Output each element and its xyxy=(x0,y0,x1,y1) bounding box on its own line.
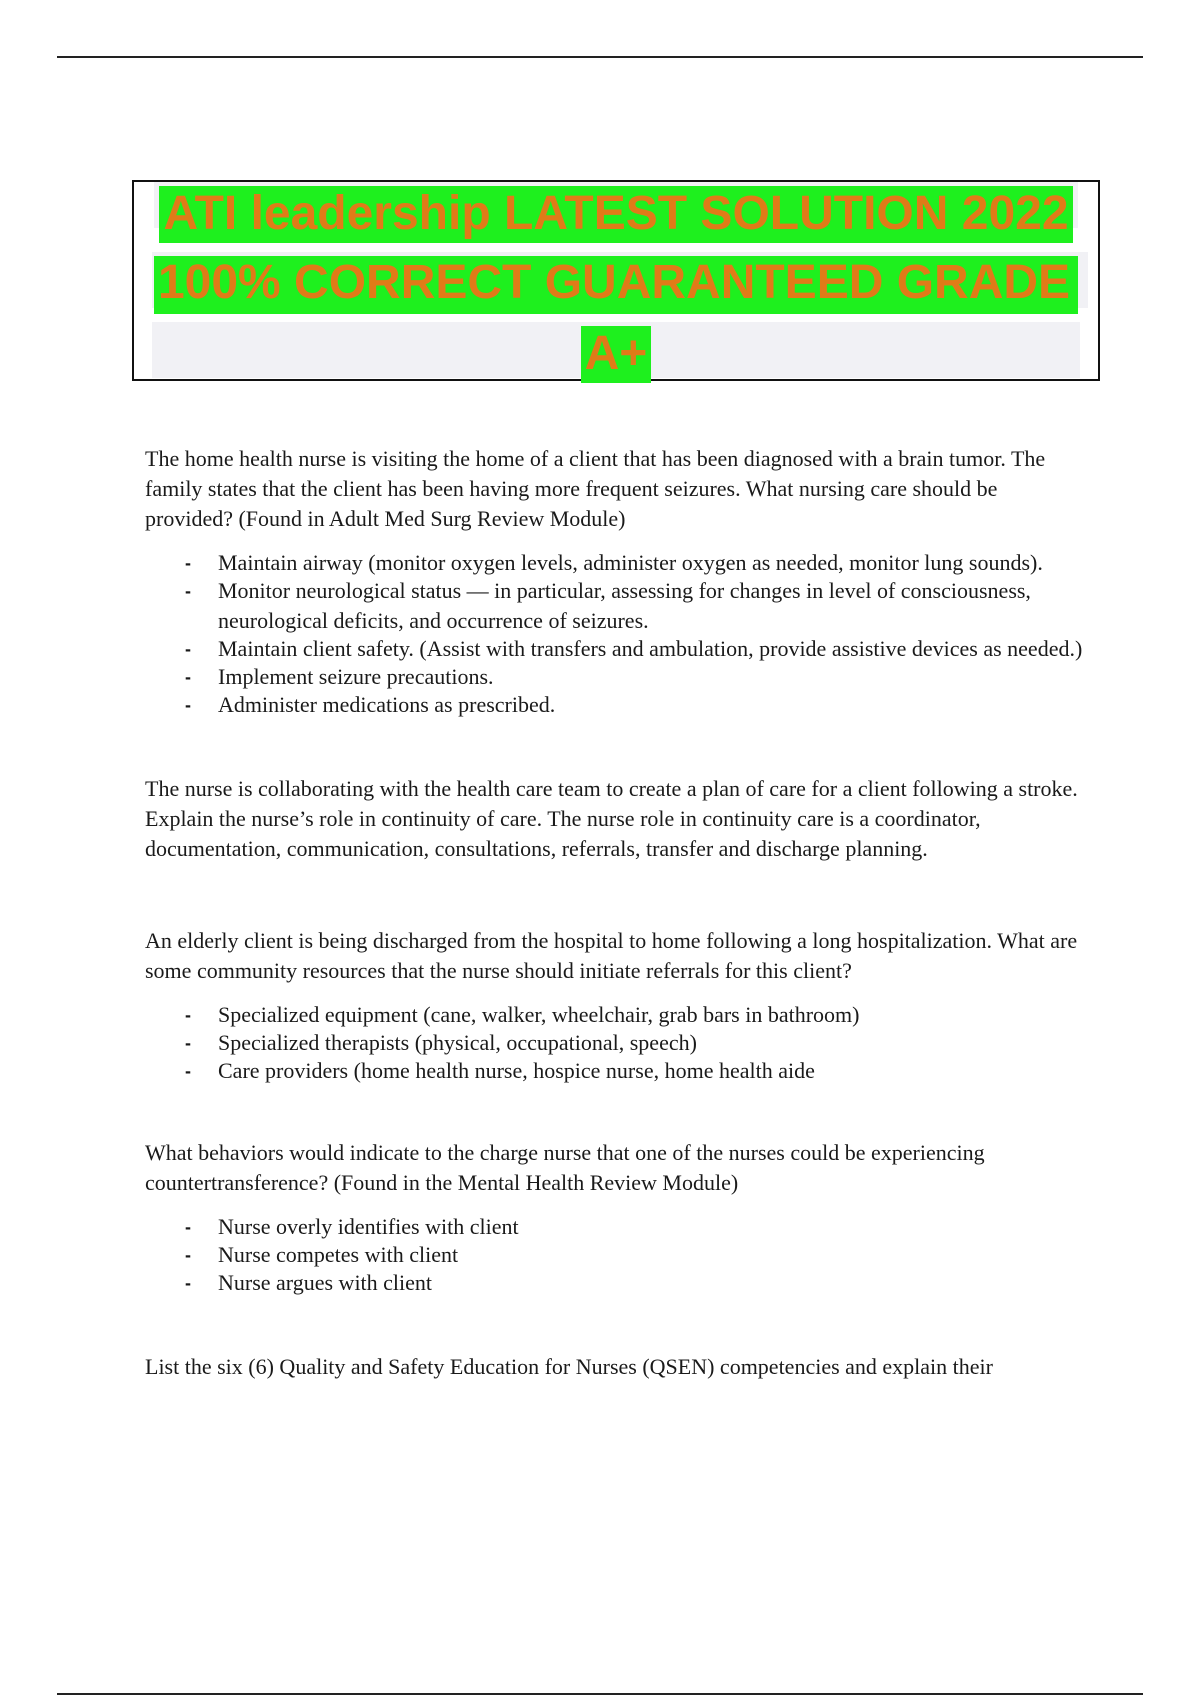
title-line-2: 100% CORRECT GUARANTEED GRADE xyxy=(134,256,1098,314)
answer-list xyxy=(145,548,1085,720)
question-paragraph: What behaviors would indicate to the charge nurse that one of the nurses could be experiencing countertransference? (Found in the Mental Health Review Module) xyxy=(145,1140,985,1195)
question-paragraph: The home health nurse is visiting the home of a client that has been diagnosed with a brain tumor. The family states that the client has been having more frequent seizures. What nursing care should be provided? (Found in Adult Med Surg Review Module) xyxy=(145,446,1046,531)
question-paragraph: The nurse is collaborating with the health care team to create a plan of care for a client following a stroke. Explain the nurse’s role in continuity of care. The nurse role in continuity care is a coordinator, documentation, communication, consultations, referrals, transfer and discharge planning. xyxy=(145,776,1078,861)
list-item: - Nurse overly identifies with client xyxy=(218,1212,1085,1242)
list-item: - Specialized equipment (cane, walker, wheelchair, grab bars in bathroom) xyxy=(218,1000,1085,1030)
answer-list xyxy=(145,1212,1085,1298)
list-item: - Maintain airway (monitor oxygen levels, administer oxygen as needed, monitor lung sounds). xyxy=(218,548,1085,578)
bullet-marker: - xyxy=(185,667,191,687)
list-item: - Nurse competes with client xyxy=(218,1240,1085,1270)
title-line-1: ATI leadership LATEST SOLUTION 2022 xyxy=(134,186,1098,243)
bullet-marker: - xyxy=(185,639,191,659)
bullet-marker: - xyxy=(185,581,191,601)
list-item: - Administer medications as prescribed. xyxy=(218,690,1085,720)
question-paragraph: An elderly client is being discharged from the hospital to home following a long hospitalization. What are some community resources that the nurse should initiate referrals for this client? xyxy=(145,928,1078,983)
bullet-marker: - xyxy=(185,1217,191,1237)
question-paragraph: List the six (6) Quality and Safety Education for Nurses (QSEN) competencies and explain their xyxy=(145,1354,993,1379)
bullet-marker: - xyxy=(185,695,191,715)
bullet-marker: - xyxy=(185,553,191,573)
list-item: - Specialized therapists (physical, occupational, speech) xyxy=(218,1028,1085,1058)
list-item: - Implement seizure precautions. xyxy=(218,662,1085,692)
list-item: - Nurse argues with client xyxy=(218,1268,1085,1298)
page-top-rule xyxy=(57,56,1143,58)
list-item: - Maintain client safety. (Assist with transfers and ambulation, provide assistive devices as needed.) xyxy=(218,634,1085,664)
page-bottom-rule xyxy=(57,1693,1143,1695)
bullet-marker: - xyxy=(185,1005,191,1025)
bullet-marker: - xyxy=(185,1273,191,1293)
title-line-3: A+ xyxy=(134,326,1098,383)
list-item: - Monitor neurological status — in particular, assessing for changes in level of consciousness, neurological deficits, and occurrence of seizures. xyxy=(185,578,1031,633)
bullet-marker: - xyxy=(185,1033,191,1053)
document-body xyxy=(145,444,1085,1382)
bullet-marker: - xyxy=(185,1245,191,1265)
answer-list xyxy=(145,1000,1085,1086)
document-title-box xyxy=(132,180,1100,381)
list-item: - Care providers (home health nurse, hospice nurse, home health aide xyxy=(218,1056,1085,1086)
bullet-marker: - xyxy=(185,1061,191,1081)
